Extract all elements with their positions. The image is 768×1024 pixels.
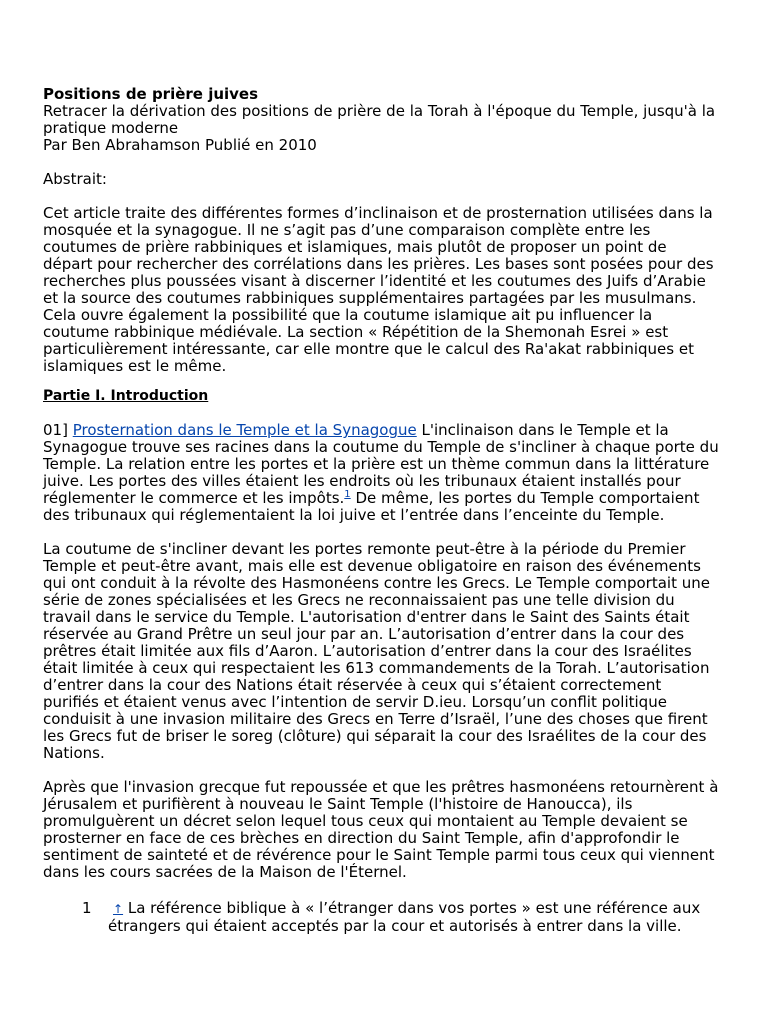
footnote-item bbox=[82, 899, 728, 935]
paragraph-text-b: De même, les portes du Temple comportaient des tribunaux qui réglementaient la loi juive et l’entrée dans l’enceinte du Temple. bbox=[43, 489, 700, 524]
footnote-ref bbox=[344, 489, 350, 500]
document-page bbox=[43, 86, 719, 935]
intro-paragraph-3: Après que l'invasion grecque fut repoussée et que les prêtres hasmonéens retournèrent à Jérusalem et purifièrent à nouveau le Saint Temple (l'histoire de Hanoucca), ils promulguèrent un décret selon lequel tous ceux qui montaient au Temple devaient se prosterner en face de ces brèches en direction du Saint Temple, afin d'approfondir le sentiment de sainteté et de révérence pour le Saint Temple parmi tous ceux qui viennent dans les cours sacrées de la Maison de l'Éternel. bbox=[43, 778, 719, 881]
footnote-text: La référence biblique à « l’étranger dans vos portes » est une référence aux étrangers qui étaient acceptés par la cour et autorisés à entrer dans la ville. bbox=[108, 899, 701, 935]
paragraph-text-a: L'inclinaison dans le Temple et la Synagogue trouve ses racines dans la coutume du Temple de s'incliner à chaque porte du Temple. La relation entre les portes et la prière est un thème commun dans la littérature juive. Les portes des villes étaient les endroits où les tribunaux étaient installés pour réglementer le commerce et les impôts. bbox=[43, 421, 719, 507]
intro-paragraph-2: La coutume de s'incliner devant les portes remonte peut-être à la période du Premier Temple et peut-être avant, mais elle est devenue obligatoire en raison des événements qui ont conduit à la révolte des Hasmonéens contre les Grecs. Le Temple comportait une série de zones spécialisées et les Grecs ne reconnaissaient pas une telle division du travail dans le service du Temple. L'autorisation d'entrer dans le Saint des Saints était réservée au Grand Prêtre un seul jour par an. L’autorisation d’entrer dans la cour des prêtres était limitée aux fils d’Aaron. L’autorisation d’entrer dans la cour des Israélites était limitée à ceux qui respectaient les 613 commandements de la Torah. L’autorisation d’entrer dans la cour des Nations était réservée à ceux qui s’étaient correctement purifiés et étaient venus avec l’intention de servir D.ieu. Lorsqu’un conflit politique conduisit à une invasion militaire des Grecs en Terre d’Israël, l’une des choses que firent les Grecs fut de briser le soreg (clôture) qui séparait la cour des Israélites de la cour des Nations. bbox=[43, 540, 710, 762]
document-title: Positions de prière juives bbox=[43, 85, 259, 103]
footnote-list bbox=[82, 899, 728, 935]
prosternation-link[interactable]: Prosternation dans le Temple et la Synagogue bbox=[72, 421, 417, 439]
document-subtitle: Retracer la dérivation des positions de prière de la Torah à l'époque du Temple, jusqu'à la pratique moderne bbox=[43, 102, 716, 137]
paragraph-number: 01] bbox=[43, 421, 68, 439]
document-header bbox=[43, 86, 719, 154]
abstract-paragraph: Cet article traite des différentes formes d’inclinaison et de prosternation utilisées dans la mosquée et la synagogue. Il ne s’agit pas d’une comparaison complète entre les coutumes de prière rabbiniques et islamiques, mais plutôt de proposer un point de départ pour rechercher des corrélations dans les prières. Les bases sont posées pour des recherches plus poussées visant à discerner l’identité et les coutumes des Juifs d’Arabie et la source des coutumes rabbiniques supplémentaires partagées par les musulmans. Cela ouvre également la possibilité que la coutume islamique ait pu influencer la coutume rabbinique médiévale. La section « Répétition de la Shemonah Esrei » est particulièrement intéressante, car elle montre que le calcul des Ra'akat rabbiniques et islamiques est le même. bbox=[43, 204, 714, 375]
footnote-number: 1 bbox=[82, 899, 92, 917]
footnote-ref-link[interactable]: 1 bbox=[344, 489, 351, 500]
intro-paragraph-1 bbox=[43, 422, 719, 524]
footnote-backlink-arrow-icon[interactable]: ↑ bbox=[113, 902, 124, 916]
section-heading: Partie I. Introduction bbox=[43, 388, 209, 404]
document-byline: Par Ben Abrahamson Publié en 2010 bbox=[43, 136, 317, 154]
abstract-label: Abstrait: bbox=[43, 170, 107, 188]
